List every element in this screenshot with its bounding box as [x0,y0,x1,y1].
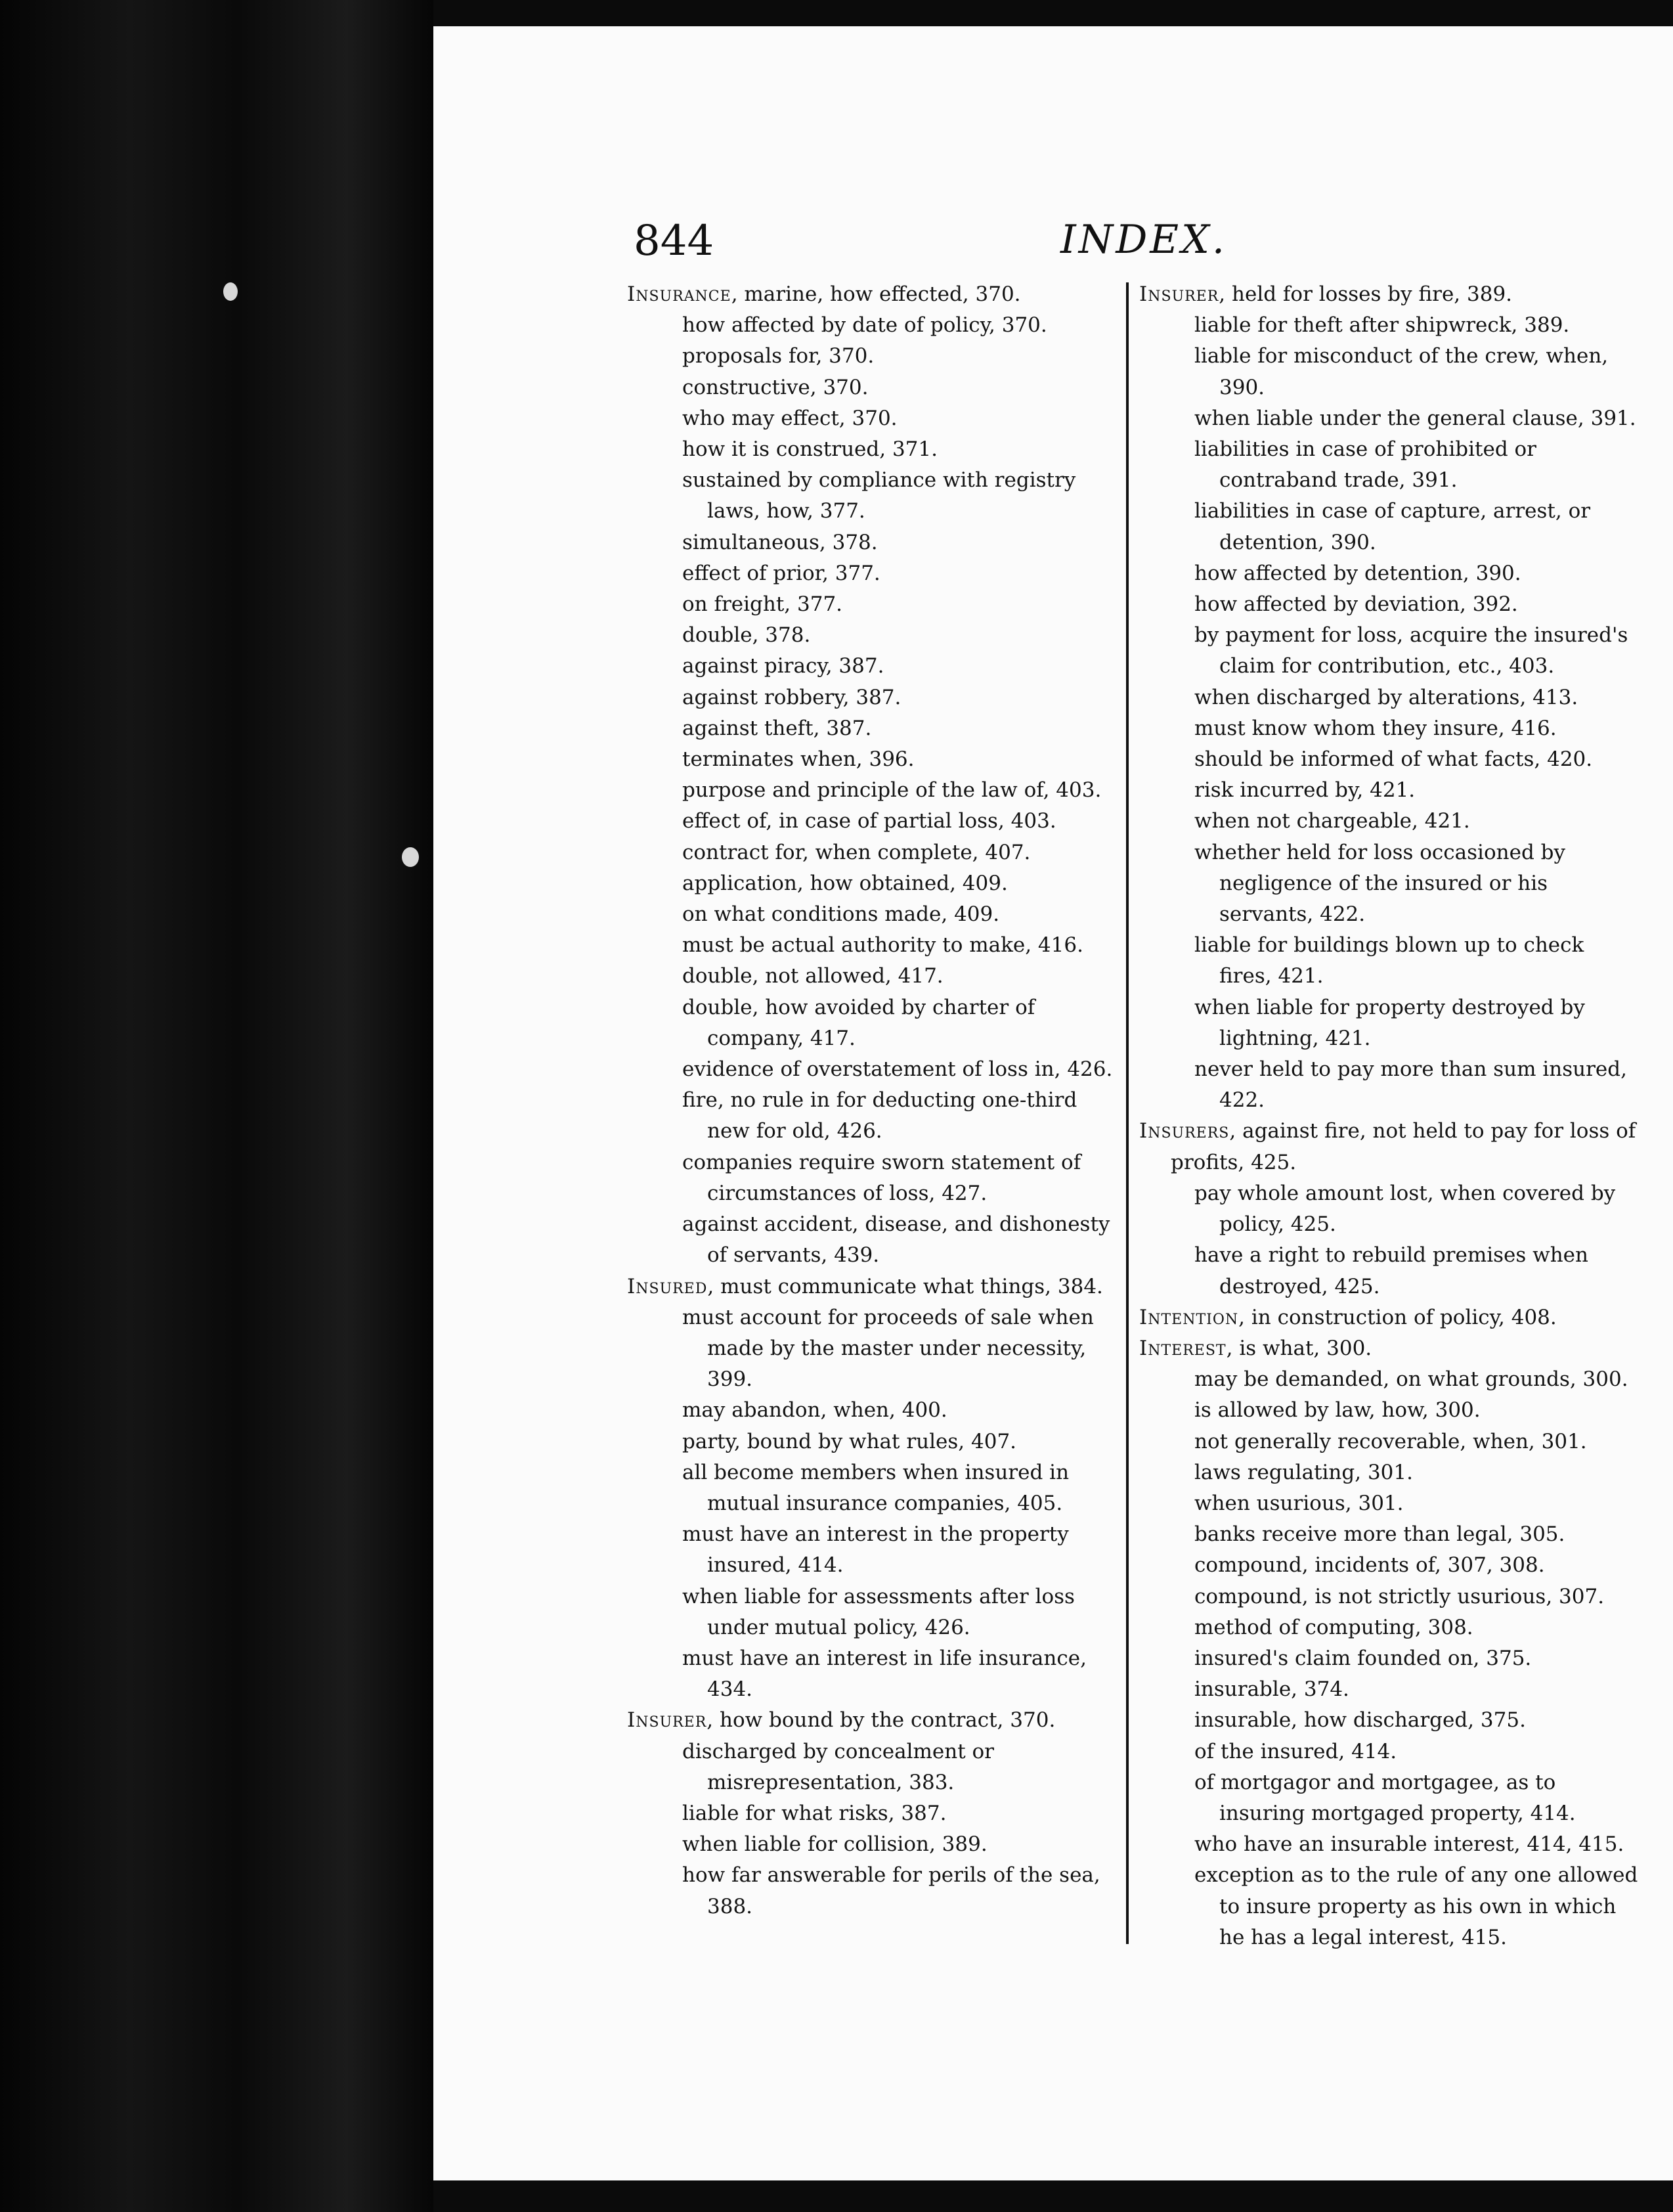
entry-text: not generally recoverable, when, 301. [1194,1429,1587,1453]
index-subentry [627,837,1126,868]
entry-text: on what conditions made, 409. [682,902,1000,927]
entry-text: double, how avoided by charter of company, 417. [682,995,1035,1050]
index-subentry [1139,992,1638,1054]
index-subentry [1139,1427,1638,1457]
index-subentry [627,1395,1126,1426]
index-subentry [1139,1643,1638,1674]
entry-text: companies require sworn statement of circumstances of loss, 427. [682,1150,1081,1205]
entry-text: how affected by deviation, 392. [1194,592,1518,617]
index-subentry [627,589,1126,620]
index-subentry [627,310,1126,341]
entry-text: how far answerable for perils of the sea, 388. [682,1863,1100,1918]
entry-text: of mortgagor and mortgagee, as to insuring mortgaged property, 414. [1194,1770,1576,1825]
entry-text: effect of, in case of partial loss, 403. [682,809,1056,833]
entry-text: how affected by detention, 390. [1194,561,1521,585]
entry-text: never held to pay more than sum insured, 422. [1194,1057,1627,1113]
index-subentry [1139,1364,1638,1395]
entry-text: how affected by date of policy, 370. [682,313,1047,338]
dust-speck [402,847,419,867]
index-subentry [627,403,1126,434]
index-subentry [627,1209,1126,1271]
entry-text: banks receive more than legal, 305. [1194,1522,1565,1547]
index-subentry [627,527,1126,558]
entry-text: insurable, how discharged, 375. [1194,1708,1526,1733]
entry-text: , is what, 300. [1226,1336,1372,1360]
entry-text: may be demanded, on what grounds, 300. [1194,1367,1628,1392]
index-subentry [1139,806,1638,837]
entry-text: all become members when insured in mutual insurance companies, 405. [682,1460,1070,1515]
page-number: 844 [634,217,714,265]
entry-text: may abandon, when, 400. [682,1398,947,1423]
column-rule [1126,282,1129,1944]
index-subentry [1139,1178,1638,1240]
entry-text: whether held for loss occasioned by negligence of the insured or his servants, 422. [1194,840,1565,927]
entry-text: who have an insurable interest, 414, 415. [1194,1832,1624,1857]
entry-text: how it is construed, 371. [682,437,938,462]
index-subentry [1139,1736,1638,1767]
entry-text: of the insured, 414. [1194,1739,1397,1763]
index-column-left [627,279,1126,1922]
index-subentry [627,558,1126,589]
entry-text: purpose and principle of the law of, 403. [682,778,1102,803]
index-subentry [1139,1860,1638,1953]
heading-word: Insurer [1139,282,1219,306]
entry-text: pay whole amount lost, when covered by policy, 425. [1194,1181,1616,1237]
index-subentry [627,1860,1126,1922]
index-subentry [1139,1054,1638,1116]
index-column-right [1139,279,1638,1953]
entry-text: have a right to rebuild premises when destroyed, 425. [1194,1243,1588,1298]
index-subentry [1139,713,1638,744]
index-subentry [627,1829,1126,1860]
index-subentry [1139,558,1638,589]
index-subentry [1139,1240,1638,1302]
index-subentry [627,899,1126,930]
index-heading [627,1705,1126,1736]
index-subentry [627,1643,1126,1705]
entry-text: is allowed by law, how, 300. [1194,1398,1481,1423]
index-subentry [627,341,1126,372]
entry-text: must account for proceeds of sale when made by the master under necessity, 399. [682,1305,1094,1392]
entry-text: risk incurred by, 421. [1194,778,1416,803]
index-subentry [1139,341,1638,403]
entry-text: against robbery, 387. [682,685,902,709]
index-subentry [627,682,1126,713]
index-subentry [1139,310,1638,341]
index-heading [1139,279,1638,310]
index-subentry [627,930,1126,961]
entry-text: , held for losses by fire, 389. [1219,282,1513,306]
entry-text: , must communicate what things, 384. [707,1274,1103,1298]
entry-text: when liable for assessments after loss under mutual policy, 426. [682,1584,1075,1639]
entry-text: method of computing, 308. [1194,1615,1473,1639]
entry-text: , how bound by the contract, 370. [706,1708,1056,1733]
entry-text: liable for buildings blown up to check fires, 421. [1194,933,1584,988]
entry-text: liable for theft after shipwreck, 389. [1194,313,1570,338]
index-subentry [1139,1488,1638,1519]
entry-text: terminates when, 396. [682,747,915,772]
entry-text: proposals for, 370. [682,344,875,368]
entry-text: when liable under the general clause, 391. [1194,406,1636,430]
entry-text: insured's claim founded on, 375. [1194,1646,1532,1670]
index-subentry [627,1582,1126,1643]
index-subentry [627,775,1126,806]
index-subentry [627,651,1126,682]
entry-text: who may effect, 370. [682,406,898,430]
index-page [433,26,1673,2180]
running-head: INDEX. [1060,217,1227,263]
heading-word: Insurers [1139,1119,1230,1143]
entry-text: party, bound by what rules, 407. [682,1429,1017,1453]
index-subentry [627,992,1126,1054]
index-subentry [1139,496,1638,558]
entry-text: should be informed of what facts, 420. [1194,747,1593,772]
index-subentry [627,372,1126,403]
index-subentry [1139,1582,1638,1612]
entry-text: evidence of overstatement of loss in, 426. [682,1057,1113,1082]
entry-text: when liable for collision, 389. [682,1832,988,1857]
index-subentry [627,1054,1126,1085]
index-subentry [1139,620,1638,682]
heading-word: Insurance [627,282,731,306]
index-subentry [627,961,1126,992]
entry-text: when discharged by alterations, 413. [1194,685,1578,709]
index-subentry [1139,1519,1638,1550]
entry-text: compound, is not strictly usurious, 307. [1194,1584,1605,1608]
index-subentry [627,620,1126,651]
index-subentry [1139,930,1638,992]
entry-text: sustained by compliance with registry laws, how, 377. [682,468,1076,523]
index-subentry [1139,434,1638,496]
index-subentry [627,1427,1126,1457]
index-subentry [1139,403,1638,434]
entry-text: compound, incidents of, 307, 308. [1194,1553,1545,1578]
entry-text: effect of prior, 377. [682,561,880,585]
dust-speck [223,282,238,301]
entry-text: must be actual authority to make, 416. [682,933,1083,958]
entry-text: must know whom they insure, 416. [1194,716,1557,740]
index-subentry [1139,1395,1638,1426]
entry-text: against piracy, 387. [682,654,884,678]
index-subentry [627,1457,1126,1519]
index-subentry [627,713,1126,744]
entry-text: exception as to the rule of any one allowed to insure property as his own in which he has a legal interest, 415. [1194,1863,1638,1949]
index-subentry [1139,1767,1638,1829]
index-subentry [627,465,1126,527]
entry-text: on freight, 377. [682,592,843,617]
entry-text: against accident, disease, and dishonesty of servants, 439. [682,1212,1110,1268]
index-subentry [1139,1612,1638,1643]
index-subentry [627,1147,1126,1209]
index-subentry [627,1302,1126,1396]
book-binding-edge [0,0,433,2212]
entry-text: , against fire, not held to pay for loss of profits, 425. [1171,1119,1636,1174]
index-heading [627,1272,1126,1302]
entry-text: liable for what risks, 387. [682,1801,947,1825]
index-subentry [1139,1550,1638,1581]
index-subentry [627,868,1126,899]
entry-text: application, how obtained, 409. [682,871,1008,895]
entry-text: when not chargeable, 421. [1194,809,1470,833]
entry-text: double, not allowed, 417. [682,964,944,988]
index-subentry [1139,1829,1638,1860]
index-subentry [1139,837,1638,931]
entry-text: discharged by concealment or misrepresentation, 383. [682,1739,994,1794]
entry-text: , in construction of policy, 408. [1238,1305,1557,1329]
heading-word: Insurer [627,1708,707,1733]
entry-text: , marine, how effected, 370. [731,282,1021,306]
entry-text: against theft, 387. [682,716,872,740]
index-subentry [627,1085,1126,1147]
entry-text: contract for, when complete, 407. [682,840,1031,864]
index-subentry [1139,1674,1638,1705]
index-heading [1139,1302,1638,1333]
entry-text: liable for misconduct of the crew, when, 390. [1194,344,1609,399]
index-subentry [627,744,1126,775]
entry-text: double, 378. [682,623,811,648]
index-subentry [627,1798,1126,1829]
index-heading [627,279,1126,310]
index-subentry [627,1519,1126,1581]
entry-text: when liable for property destroyed by lightning, 421. [1194,995,1585,1050]
entry-text: fire, no rule in for deducting one-third new for old, 426. [682,1088,1077,1143]
index-subentry [1139,775,1638,806]
index-subentry [1139,682,1638,713]
index-heading [1139,1333,1638,1364]
index-subentry [1139,1705,1638,1736]
heading-word: Intention [1139,1305,1239,1329]
entry-text: liabilities in case of prohibited or contraband trade, 391. [1194,437,1537,493]
index-subentry [1139,744,1638,775]
heading-word: Insured [627,1274,708,1298]
entry-text: simultaneous, 378. [682,530,878,554]
index-subentry [627,1736,1126,1798]
entry-text: must have an interest in the property insured, 414. [682,1522,1069,1578]
entry-text: must have an interest in life insurance, 434. [682,1646,1087,1702]
entry-text: when usurious, 301. [1194,1491,1404,1515]
index-subentry [627,434,1126,465]
entry-text: insurable, 374. [1194,1677,1349,1702]
entry-text: liabilities in case of capture, arrest, or detention, 390. [1194,499,1591,554]
entry-text: by payment for loss, acquire the insured's claim for contribution, etc., 403. [1194,623,1628,678]
index-heading [1139,1116,1638,1178]
index-subentry [627,806,1126,837]
heading-word: Interest [1139,1336,1227,1360]
entry-text: constructive, 370. [682,375,869,399]
index-subentry [1139,589,1638,620]
entry-text: laws regulating, 301. [1194,1460,1413,1484]
index-subentry [1139,1457,1638,1488]
